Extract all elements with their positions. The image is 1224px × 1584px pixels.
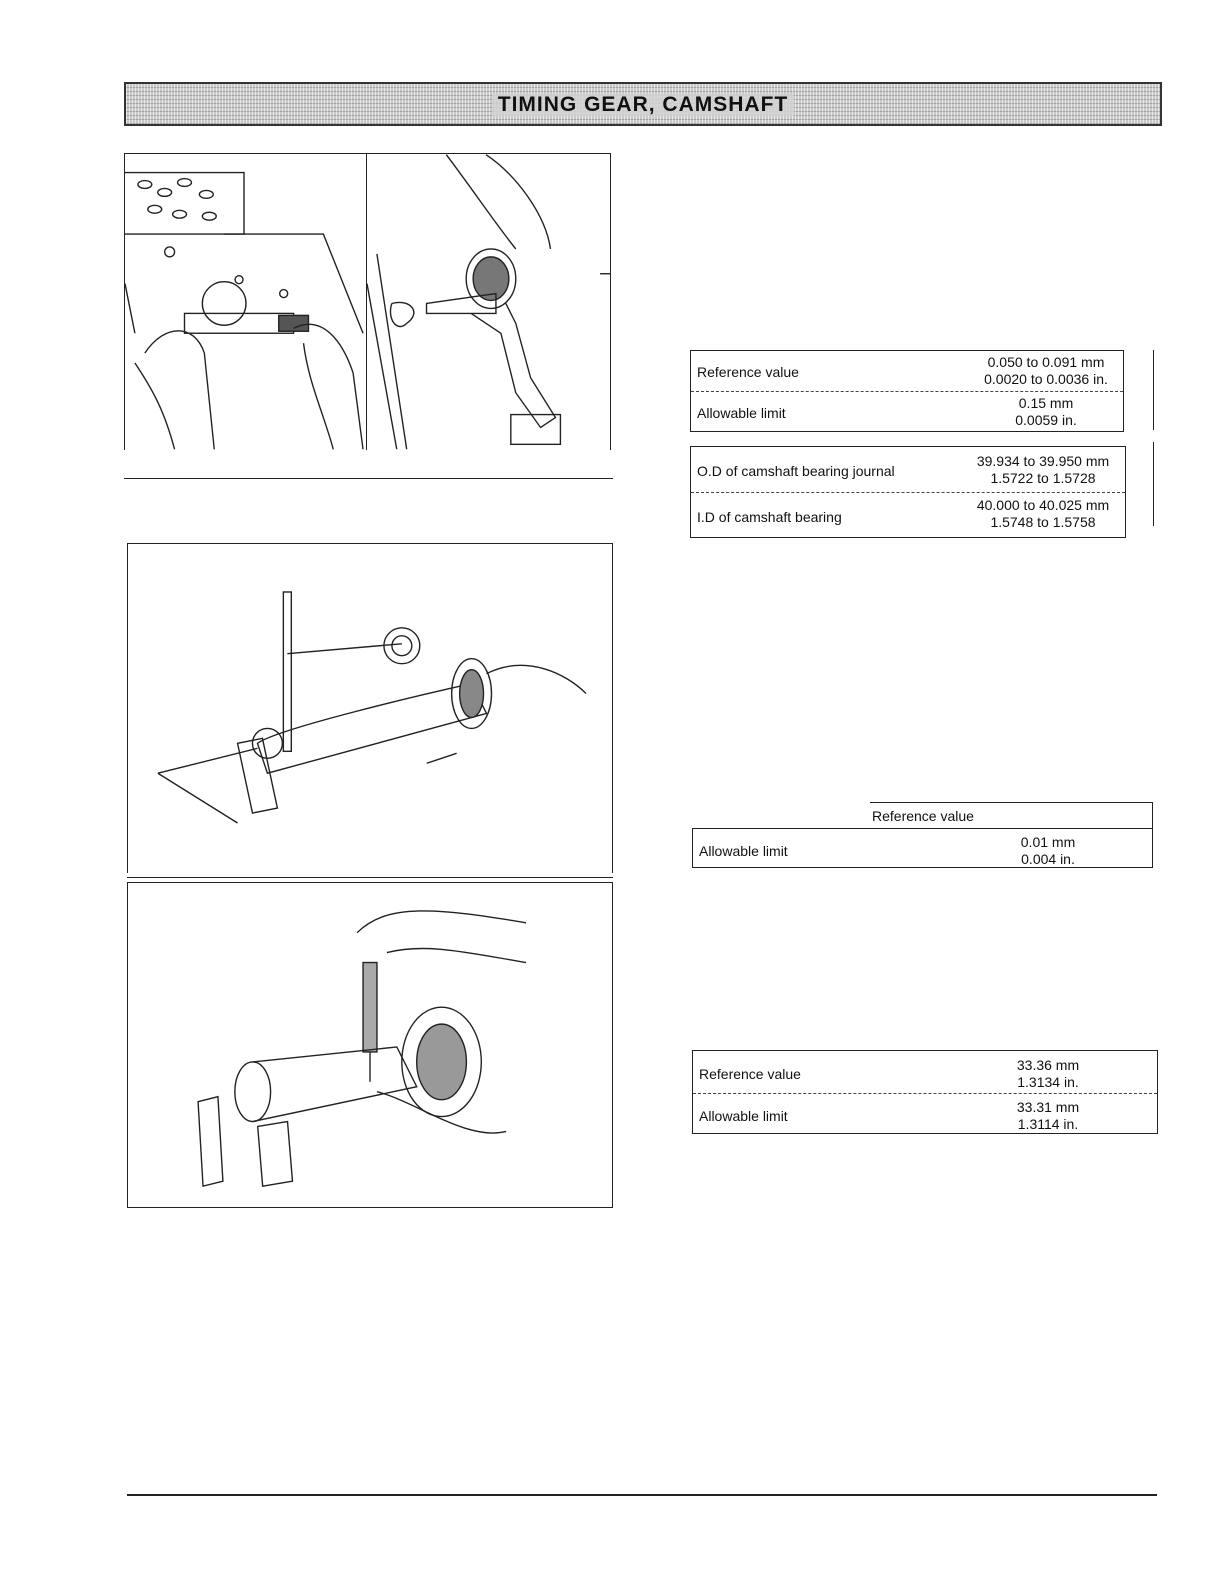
table-row (691, 391, 1123, 432)
value-mm: 0.15 mm (1018, 395, 1074, 411)
value-in: 1.5722 to 1.5728 (990, 470, 1096, 486)
row-label: Reference value (699, 1066, 801, 1082)
value-in: 1.3114 in. (1017, 1116, 1079, 1132)
figure-cam-height (127, 882, 613, 1208)
row-label: O.D of camshaft bearing journal (697, 463, 895, 479)
row-label: Allowable limit (697, 405, 786, 421)
row-label: Allowable limit (699, 1108, 788, 1124)
value-mm: 39.934 to 39.950 mm (976, 453, 1110, 469)
figure-journal-measurement (366, 153, 611, 450)
table-row (691, 447, 1125, 491)
spec-table-bearing (690, 446, 1126, 538)
table-top-rule (870, 802, 1152, 803)
value-in: 0.0020 to 0.0036 in. (984, 371, 1108, 387)
page-title: TIMING GEAR, CAMSHAFT (492, 93, 794, 116)
spec-table-cam-height (692, 1050, 1158, 1134)
value-mm: 33.31 mm (1016, 1099, 1080, 1115)
value-in: 1.5748 to 1.5758 (990, 514, 1096, 530)
value-in: 0.004 in. (1021, 851, 1075, 867)
table-row (691, 492, 1125, 539)
camshaft-journal-micrometer-illustration (367, 154, 610, 450)
value-mm: 33.36 mm (1016, 1057, 1080, 1073)
divider (127, 877, 613, 878)
margin-bar (1153, 350, 1154, 430)
camshaft-lobe-height-micrometer-illustration (128, 883, 612, 1207)
figure-camshaft-alignment (127, 543, 613, 873)
table-row (691, 351, 1123, 391)
row-label: I.D of camshaft bearing (697, 509, 842, 525)
value-mm: 40.000 to 40.025 mm (976, 497, 1110, 513)
reference-value-label: Reference value (872, 808, 974, 824)
footer-rule (127, 1494, 1157, 1496)
value-mm: 0.050 to 0.091 mm (987, 354, 1105, 370)
margin-bar (1153, 442, 1154, 526)
section-title-banner (124, 82, 1162, 126)
figure-bore-measurement (124, 153, 367, 450)
table-row (693, 1093, 1157, 1135)
row-label: Reference value (697, 364, 799, 380)
value-mm: 0.01 mm (1020, 834, 1076, 850)
spec-table-alignment (692, 828, 1153, 868)
row-label: Allowable limit (699, 843, 788, 859)
micrometer-bore-measurement-illustration (125, 154, 366, 450)
spec-table-oil-clearance (690, 350, 1124, 432)
value-in: 1.3134 in. (1017, 1074, 1079, 1090)
dial-indicator-camshaft-alignment-illustration (128, 544, 612, 873)
divider (124, 478, 613, 479)
table-row (693, 1051, 1157, 1093)
table-row (693, 829, 1152, 869)
value-in: 0.0059 in. (1015, 412, 1077, 428)
